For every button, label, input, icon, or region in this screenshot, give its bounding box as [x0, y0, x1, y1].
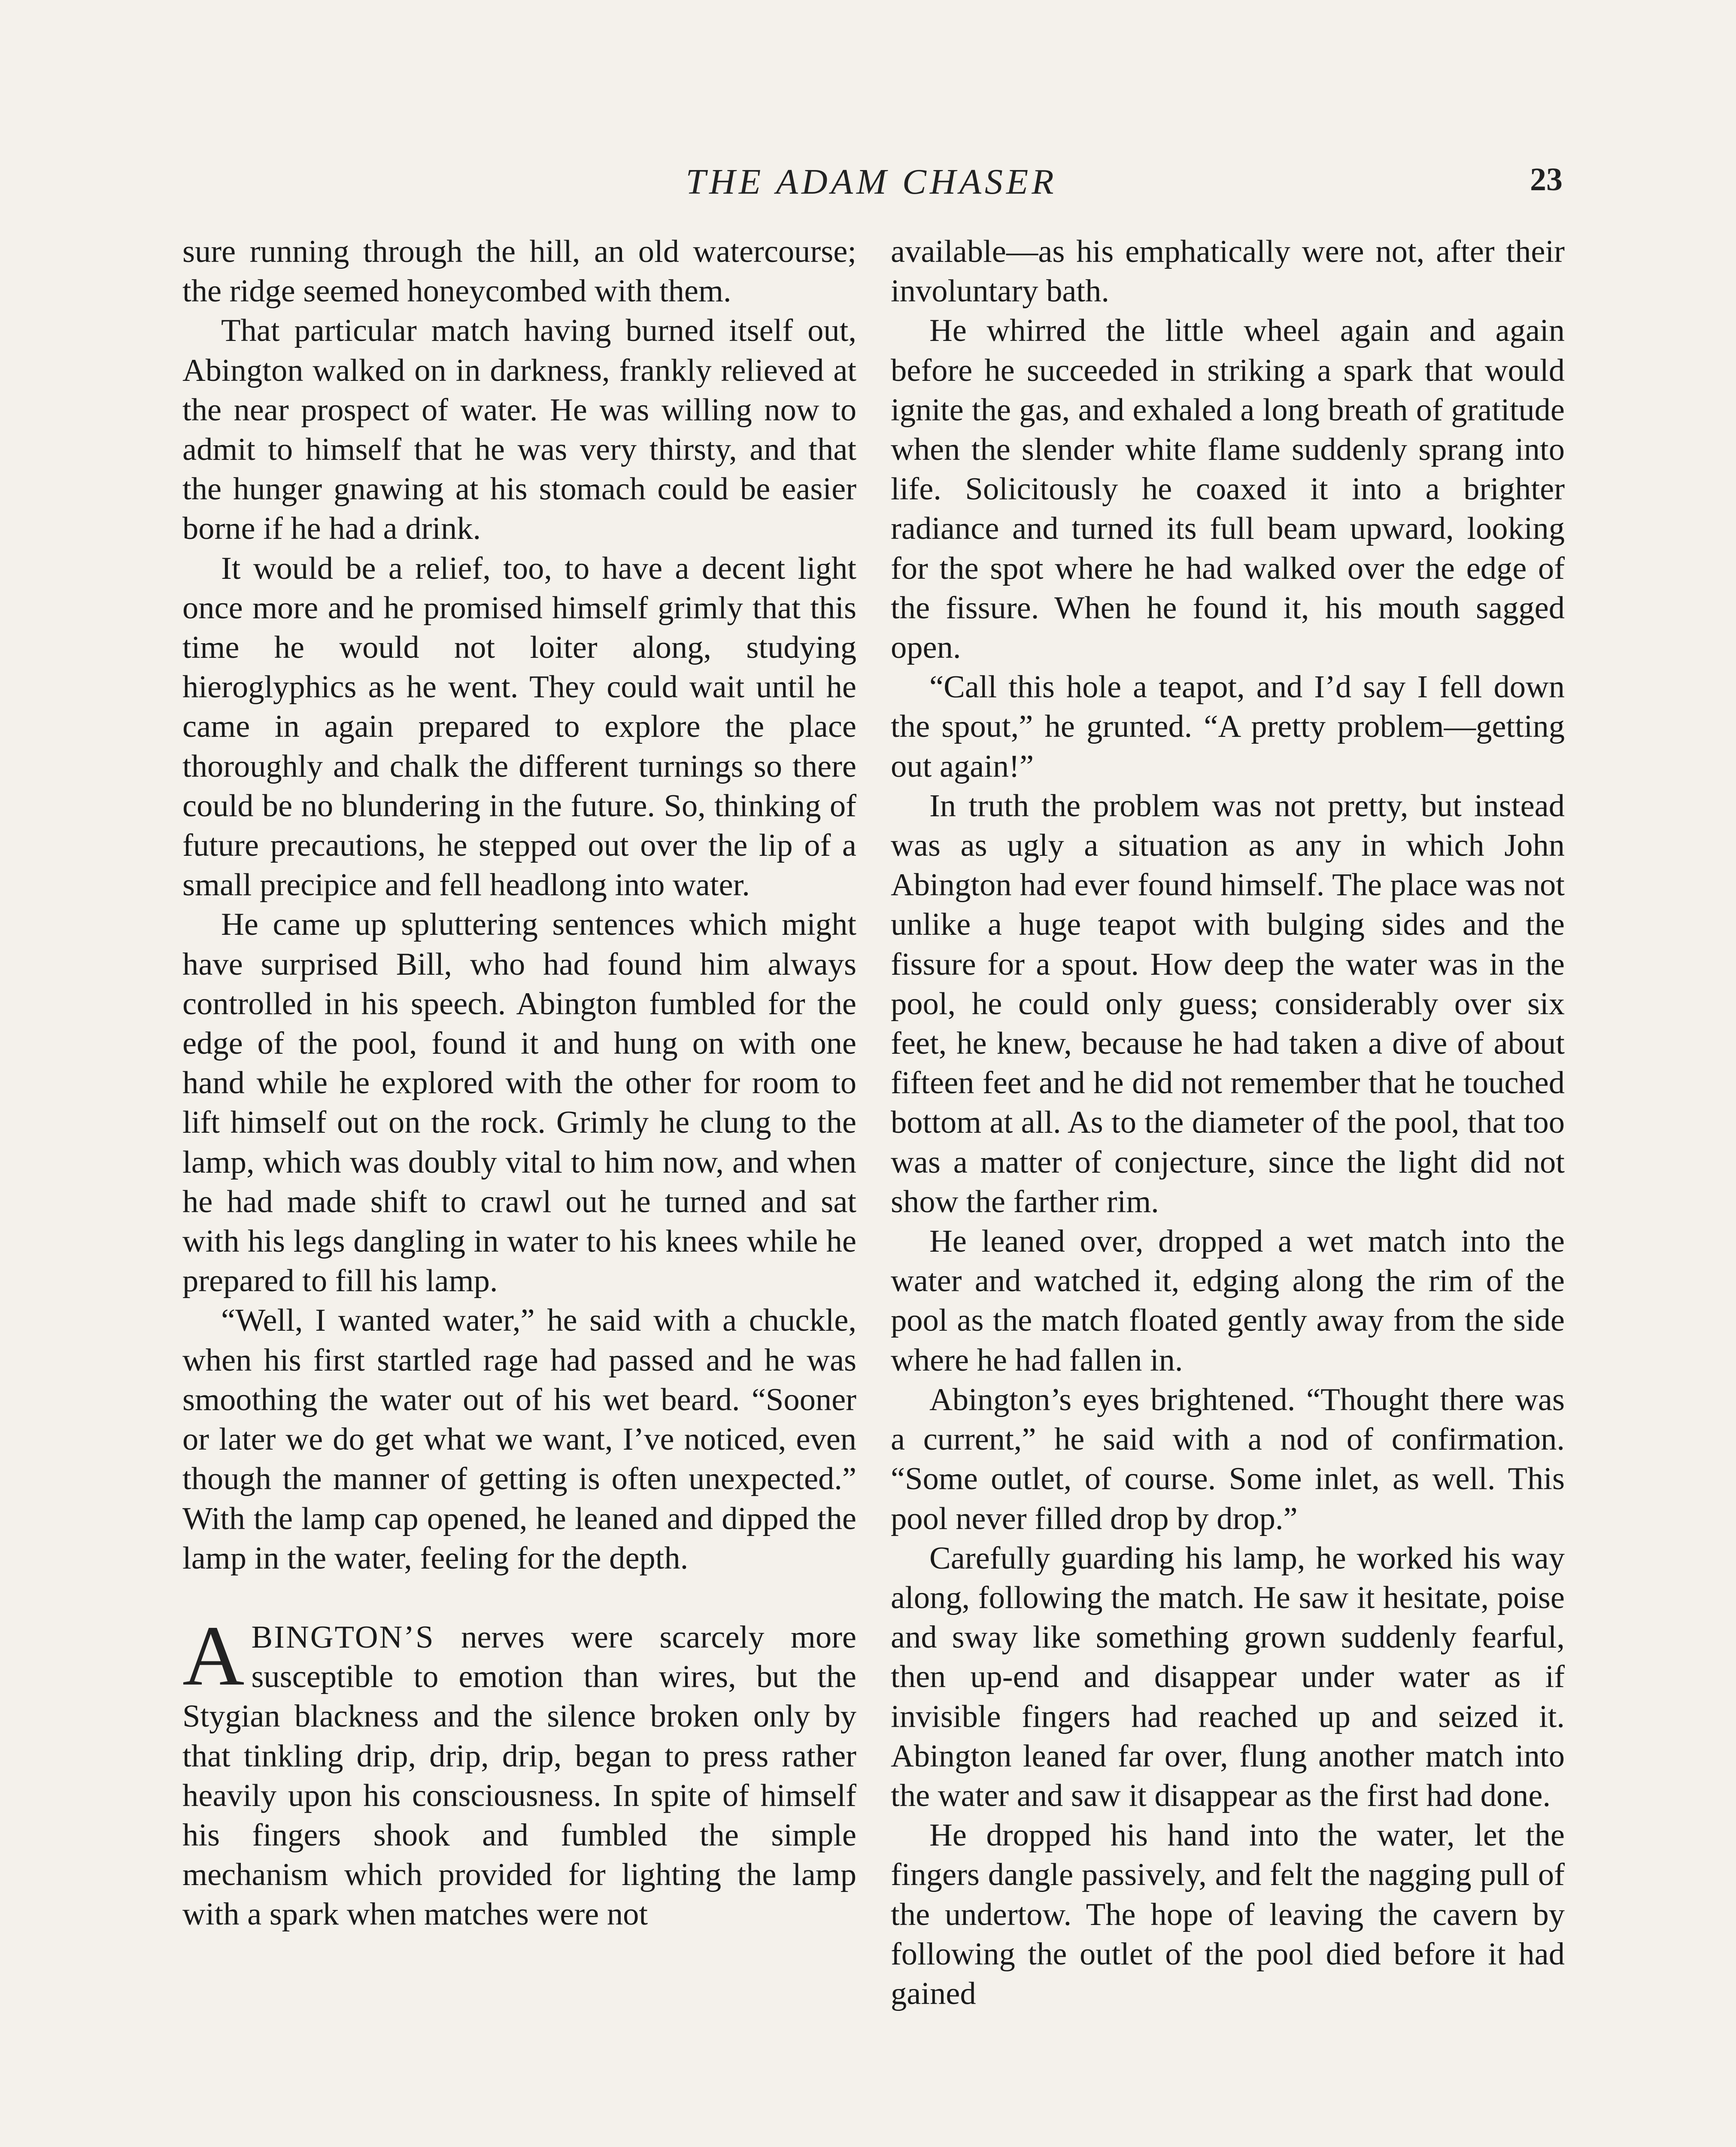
- paragraph: “Call this hole a teapot, and I’d say I fell down the spout,” he grunted. “A pretty problem—getting out again!”: [891, 669, 1565, 784]
- paragraph: “Well, I wanted water,” he said with a chuckle, when his first startled rage had passed and he was smoothing the water out of his wet beard. “Sooner or later we do get what we want, I’ve noticed, even though the manner of getting is often unexpected.” With the lamp cap opened, he leaned and dipped the lamp in the water, feeling for the depth.: [182, 1303, 856, 1576]
- paragraph: Abington’s eyes brightened. “Thought there was a current,” he said with a nod of confirmation. “Some outlet, of course. Some inlet, as well. This pool never filled drop by drop.”: [891, 1382, 1565, 1536]
- running-title: THE ADAM CHASER: [686, 162, 1057, 202]
- paragraph: That particular match having burned itself out, Abington walked on in darkness, frankly relieved at the near prospect of water. He was willing now to admit to himself that he was very thirsty, and that the hunger gnawing at his stomach could be easier borne if he had a drink.: [182, 313, 856, 547]
- section-opening-paragraph: [182, 1608, 856, 1934]
- paragraph: sure running through the hill, an old watercourse; the ridge seemed honeycombed with them.: [182, 234, 856, 309]
- paragraph: He leaned over, dropped a wet match into the water and watched it, edging along the rim of the pool as the match floated gently away from the side where he had fallen in.: [891, 1224, 1565, 1378]
- left-column: [182, 232, 856, 2147]
- paragraph: available—as his emphatically were not, after their involuntary bath.: [891, 234, 1565, 309]
- lead-word: BINGTON’S: [251, 1619, 435, 1655]
- paragraph: He dropped his hand into the water, let the fingers dangle passively, and felt the nagging pull of the undertow. The hope of leaving the cavern by following the outlet of the pool died before it had gained: [891, 1818, 1565, 2011]
- drop-cap: A: [182, 1608, 245, 1703]
- right-column: [891, 232, 1565, 2147]
- paragraph: In truth the problem was not pretty, but instead was as ugly a situation as any in which John Abington had ever found himself. The place was not unlike a huge teapot with bulging sides and the fissure for a spout. How deep the water was in the pool, he could only guess; considerably over six feet, he knew, because he had taken a dive of about fifteen feet and he did not remember that he touched bottom at all. As to the diameter of the pool, that too was a matter of conjecture, since the light did not show the farther rim.: [891, 788, 1565, 1219]
- page-number: 23: [1530, 161, 1563, 198]
- paragraph: It would be a relief, too, to have a decent light once more and he promised himself grimly that this time he would not loiter along, studying hieroglyphics as he went. They could wait until he came in again prepared to explore the place thoroughly and chalk the different turnings so there could be no blundering in the future. So, thinking of future precautions, he stepped out over the lip of a small precipice and fell headlong into water.: [182, 550, 856, 903]
- paragraph: Carefully guarding his lamp, he worked his way along, following the match. He saw it hesitate, poise and sway like something grown suddenly fearful, then up-end and disappear under water as if invisible fingers had reached up and seized it. Abington leaned far over, flung another match into the water and saw it disappear as the first had done.: [891, 1540, 1565, 1813]
- paragraph: He came up spluttering sentences which might have surprised Bill, who had found him always controlled in his speech. Abington fumbled for the edge of the pool, found it and hung on with one hand while he explored with the other for room to lift himself out on the rock. Grimly he clung to the lamp, which was doubly vital to him now, and when he had made shift to crawl out he turned and sat with his legs dangling in water to his knees while he prepared to fill his lamp.: [182, 907, 856, 1299]
- page-header: [180, 161, 1563, 208]
- paragraph: He whirred the little wheel again and again before he succeeded in striking a spark that would ignite the gas, and exhaled a long breath of gratitude when the slender white flame suddenly sprang into life. Solicitously he coaxed it into a brighter radiance and turned its full beam upward, looking for the spot where he had walked over the edge of the fissure. When he found it, his mouth sagged open.: [891, 313, 1565, 666]
- paragraph-text: nerves were scarcely more susceptible to emotion than wires, but the Stygian blackness and the silence broken only by that tinkling drip, drip, drip, began to press rather heavily upon his consciousness. In spite of himself his fingers shook and fumbled the simple mechanism which provided for lighting the lamp with a spark when matches were not: [182, 1619, 856, 1932]
- section-break: [182, 1578, 856, 1618]
